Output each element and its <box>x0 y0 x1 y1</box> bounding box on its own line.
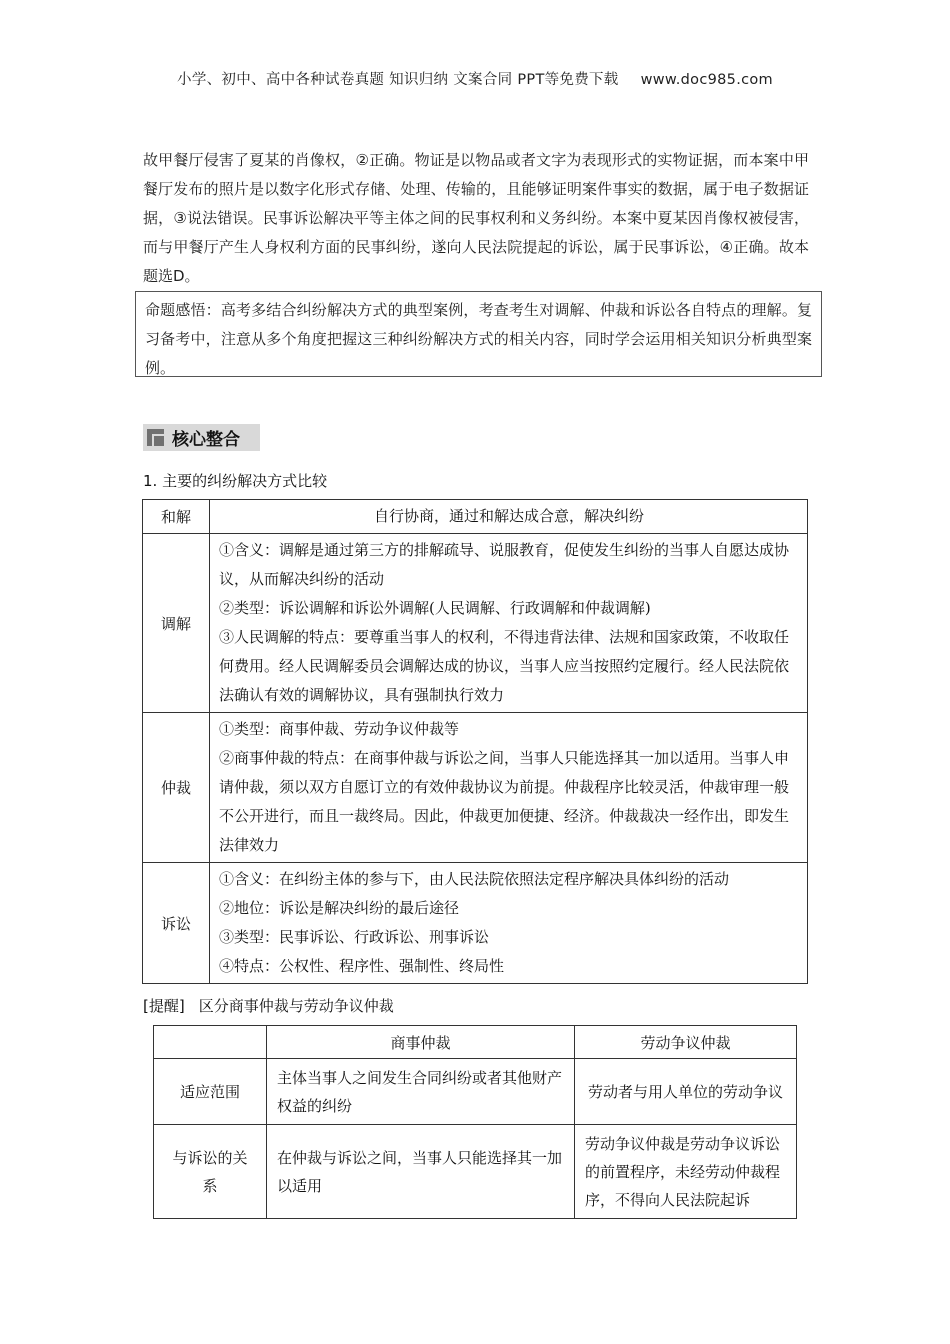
table-row <box>143 713 808 863</box>
table-row <box>143 863 808 984</box>
row-line: ①含义：在纠纷主体的参与下，由人民法院依照法定程序解决具体纠纷的活动 <box>219 870 730 888</box>
cell-labor: 劳动争议仲裁是劳动争议诉讼的前置程序，未经劳动仲裁程序，不得向人民法院起诉 <box>575 1125 797 1219</box>
row-key: 仲裁 <box>143 713 210 863</box>
row-key: 调解 <box>143 534 210 713</box>
row-key: 与诉讼的关系 <box>154 1125 267 1219</box>
row-line: ②类型：诉讼调解和诉讼外调解(人民调解、行政调解和仲裁调解) <box>219 599 651 617</box>
row-key: 诉讼 <box>143 863 210 984</box>
row-key: 和解 <box>143 500 210 534</box>
answer-paragraph: 故甲餐厅侵害了夏某的肖像权，②正确。物证是以物品或者文字为表现形式的实物证据，而本案中甲餐厅发布的照片是以数字化形式存储、处理、传输的，且能够证明案件事实的数据，属于电子数据证据，③说法错误。民事诉讼解决平等主体之间的民事权利和义务纠纷。本案中夏某因肖像权被侵害，而与甲餐厅产生人身权利方面的民事纠纷，遂向人民法院提起的诉讼，属于民事诉讼，④正确。故本题选D。 <box>143 151 809 285</box>
table-header-row <box>154 1026 797 1059</box>
table-row <box>154 1125 797 1219</box>
row-line: ②地位：诉讼是解决纠纷的最后途径 <box>219 899 460 917</box>
header-url: www.doc985.com <box>640 72 773 88</box>
row-value <box>210 534 808 713</box>
header-cell <box>154 1026 267 1059</box>
row-line: ①含义：调解是通过第三方的排解疏导、说服教育，促使发生纠纷的当事人自愿达成协议，从而解决纠纷的活动 <box>219 541 790 588</box>
tip-label: [提醒] <box>143 997 185 1015</box>
page-header <box>0 68 950 89</box>
header-text: 小学、初中、高中各种试卷真题 知识归纳 文案合同 PPT等免费下载 <box>177 72 619 88</box>
section-marker-icon <box>147 429 164 446</box>
table-row <box>154 1059 797 1125</box>
arbitration-comparison-table <box>153 1025 797 1219</box>
cell-commercial: 在仲裁与诉讼之间，当事人只能选择其一加以适用 <box>267 1125 575 1219</box>
row-line: ③类型：民事诉讼、行政诉讼、刑事诉讼 <box>219 928 490 946</box>
row-line: ②商事仲裁的特点：在商事仲裁与诉讼之间，当事人只能选择其一加以适用。当事人申请仲裁，须以双方自愿订立的有效仲裁协议为前提。仲裁程序比较灵活，仲裁审理一般不公开进行，而且一裁终局。因此，仲裁更加便捷、经济。仲裁裁决一经作出，即发生法律效力 <box>219 749 790 854</box>
insight-label: 命题感悟： <box>145 301 221 319</box>
insight-text: 高考多结合纠纷解决方式的典型案例，考查考生对调解、仲裁和诉讼各自特点的理解。复习备考中，注意从多个角度把握这三种纠纷解决方式的相关内容，同时学会运用相关知识分析典型案例。 <box>145 301 812 377</box>
header-cell: 商事仲裁 <box>267 1026 575 1059</box>
row-value <box>210 863 808 984</box>
header-cell: 劳动争议仲裁 <box>575 1026 797 1059</box>
tip-text: 区分商事仲裁与劳动争议仲裁 <box>198 997 394 1015</box>
section-title: 核心整合 <box>172 430 240 450</box>
answer-explanation <box>143 146 809 291</box>
cell-labor: 劳动者与用人单位的劳动争议 <box>575 1059 797 1125</box>
table-row <box>143 500 808 534</box>
row-value: 自行协商，通过和解达成合意，解决纠纷 <box>210 500 808 534</box>
row-line: ④特点：公权性、程序性、强制性、终局性 <box>219 957 505 975</box>
tip-heading <box>143 995 394 1016</box>
row-key: 适应范围 <box>154 1059 267 1125</box>
row-value <box>210 713 808 863</box>
section-header <box>143 424 260 451</box>
heading-comparison: 1. 主要的纠纷解决方式比较 <box>143 472 328 490</box>
cell-commercial: 主体当事人之间发生合同纠纷或者其他财产权益的纠纷 <box>267 1059 575 1125</box>
row-line: ①类型：商事仲裁、劳动争议仲裁等 <box>219 720 460 738</box>
dispute-resolution-table <box>142 499 808 984</box>
table-row <box>143 534 808 713</box>
insight-box <box>135 291 822 377</box>
row-line: ③人民调解的特点：要尊重当事人的权利，不得违背法律、法规和国家政策，不收取任何费用。经人民调解委员会调解达成的协议，当事人应当按照约定履行。经人民法院依法确认有效的调解协议，具有强制执行效力 <box>219 628 790 704</box>
